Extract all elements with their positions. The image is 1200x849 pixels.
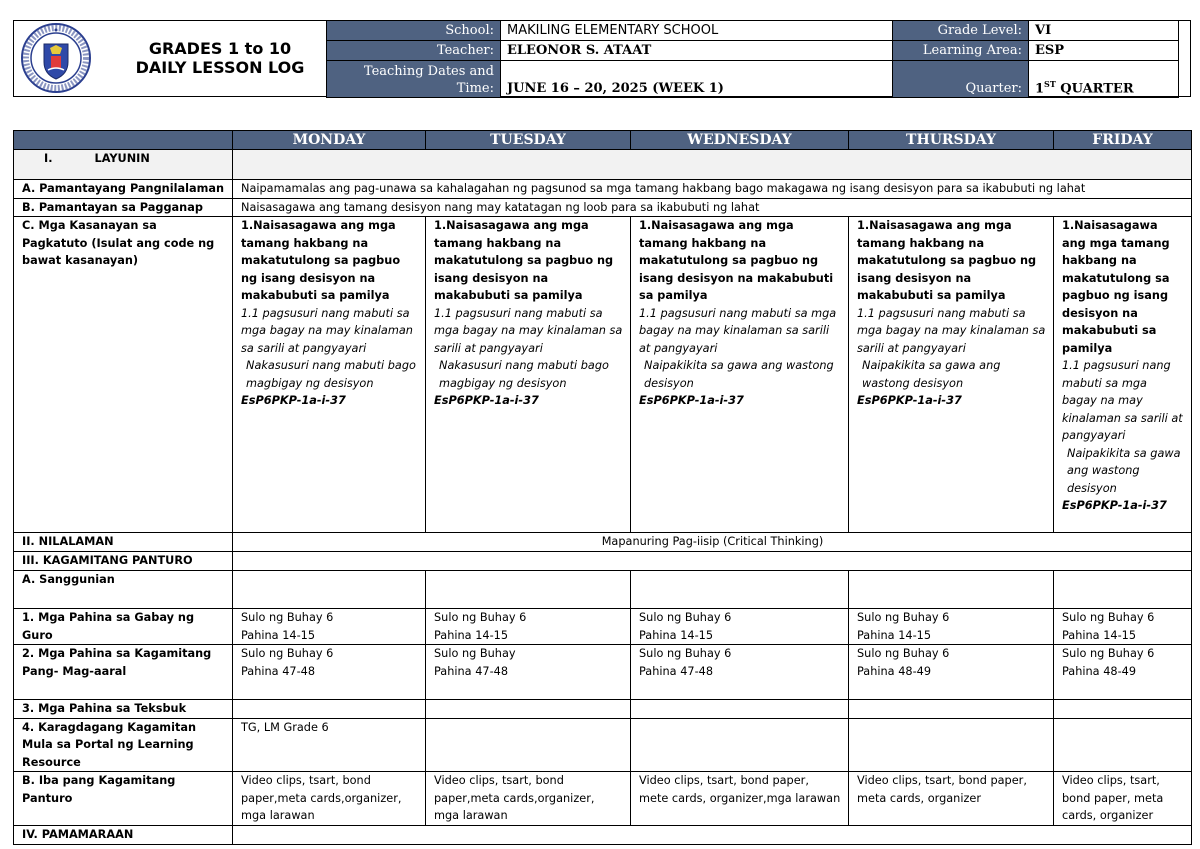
c-cell-friday	[1054, 217, 1192, 533]
teks-thursday	[849, 700, 1054, 719]
area-value: ESP	[1029, 41, 1179, 61]
karag-tuesday	[426, 718, 631, 772]
ii-label: II. NILALAMAN	[14, 533, 233, 552]
mag-tuesday-l1: Sulo ng Buhay	[434, 647, 516, 660]
guro-monday	[233, 609, 426, 645]
c-monday-code: EsP6PKP-1a-i-37	[241, 394, 346, 407]
c-cell-tuesday	[426, 217, 631, 533]
quarter-number: 1	[1035, 81, 1045, 96]
iba-label: B. Iba pang Kagamitang Panturo	[14, 772, 233, 826]
kagamitang-panturo-row	[14, 552, 1192, 571]
sanggunian-thursday	[849, 571, 1054, 609]
ii-content: Mapanuring Pag-iisip (Critical Thinking)	[233, 533, 1192, 552]
guro-tuesday-l1: Sulo ng Buhay 6	[434, 611, 527, 624]
guro-monday-l2: Pahina 14-15	[241, 628, 316, 642]
pamantayang-pangnilalaman-row	[14, 180, 1192, 199]
c-cell-monday	[233, 217, 426, 533]
teks-wednesday	[631, 700, 849, 719]
quarter-superscript: ST	[1044, 78, 1056, 89]
c-tuesday-code: EsP6PKP-1a-i-37	[434, 394, 539, 407]
guro-friday	[1054, 609, 1192, 645]
mag-friday-l2: Pahina 48-49	[1062, 664, 1137, 678]
karag-label: 4. Karagdagang Kagamitan Mula sa Portal ng Learning Resource	[14, 718, 233, 772]
karag-friday	[1054, 718, 1192, 772]
karag-thursday	[849, 718, 1054, 772]
guro-wednesday-l1: Sulo ng Buhay 6	[639, 611, 732, 624]
lesson-log-table	[13, 130, 1192, 845]
iv-label: IV. PAMAMARAAN	[14, 825, 233, 844]
b-label: B. Pamantayan sa Pagganap	[14, 198, 233, 217]
dates-value: JUNE 16 – 20, 2025 (WEEK 1)	[501, 61, 893, 98]
layunin-label	[14, 150, 233, 180]
c-friday-sub2: Naipakikita sa gawa ang wastong desisyon	[1067, 446, 1181, 495]
layunin-row	[14, 150, 1192, 180]
quarter-value	[1029, 61, 1179, 98]
mag-friday	[1054, 645, 1192, 700]
pamantayan-sa-pagganap-row	[14, 198, 1192, 217]
guro-friday-l1: Sulo ng Buhay 6	[1062, 611, 1155, 624]
layunin-content	[233, 150, 1192, 180]
c-thursday-sub2: Naipakikita sa gawa ang wastong desisyon	[862, 359, 1001, 390]
karag-wednesday	[631, 718, 849, 772]
iba-kagamitan-row	[14, 772, 1192, 826]
days-header-row	[14, 131, 1192, 150]
c-cell-wednesday	[631, 217, 849, 533]
sanggunian-monday	[233, 571, 426, 609]
a-content: Naipamamalas ang pag-unawa sa kahalagahan ng pagsunod sa mga tamang hakbang bago makagawa ng isang desisyon para sa ikabubuti ng lahat	[233, 180, 1192, 199]
karag-monday: TG, LM Grade 6	[233, 718, 426, 772]
mag-tuesday	[426, 645, 631, 700]
guro-thursday-l2: Pahina 14-15	[857, 628, 932, 642]
title-line-1: GRADES 1 to 10	[148, 39, 292, 58]
c-wednesday-head: 1.Naisasagawa ang mga tamang hakbang na makatutulong sa pagbuo ng isang desisyon na makabubuti sa pamilya	[639, 219, 834, 302]
mag-wednesday	[631, 645, 849, 700]
mag-friday-l1: Sulo ng Buhay 6	[1062, 647, 1155, 660]
teks-label: 3. Mga Pahina sa Teksbuk	[14, 700, 233, 719]
iii-content	[233, 552, 1192, 571]
day-header-monday: MONDAY	[233, 131, 426, 150]
guro-tuesday	[426, 609, 631, 645]
school-value: MAKILING ELEMENTARY SCHOOL	[501, 21, 893, 41]
c-friday-code: EsP6PKP-1a-i-37	[1062, 499, 1167, 512]
c-wednesday-sub: 1.1 pagsusuri nang mabuti sa mga bagay na may kinalaman sa sarili at pangyayari	[639, 306, 837, 355]
iba-tuesday: Video clips, tsart, bond paper,meta cards,organizer, mga larawan	[426, 772, 631, 826]
teks-monday	[233, 700, 426, 719]
karagdagang-kagamitan-row	[14, 718, 1192, 772]
mag-label: 2. Mga Pahina sa Kagamitang Pang- Mag-aaral	[14, 645, 233, 700]
c-thursday-sub: 1.1 pagsusuri nang mabuti sa mga bagay na may kinalaman sa sarili at pangyayari	[857, 306, 1046, 355]
mag-monday-l1: Sulo ng Buhay 6	[241, 647, 334, 660]
guro-thursday-l1: Sulo ng Buhay 6	[857, 611, 950, 624]
layunin-number: I.	[44, 152, 53, 165]
iba-thursday: Video clips, tsart, bond paper, meta cards, organizer	[849, 772, 1054, 826]
days-header-blank	[14, 131, 233, 150]
mag-monday-l2: Pahina 47-48	[241, 664, 316, 678]
guro-wednesday	[631, 609, 849, 645]
kagamitang-mag-aaral-row	[14, 645, 1192, 700]
mag-tuesday-l2: Pahina 47-48	[434, 664, 509, 678]
mag-thursday	[849, 645, 1054, 700]
c-monday-sub2: Nakasusuri nang mabuti bago magbigay ng desisyon	[246, 359, 416, 390]
mag-wednesday-l2: Pahina 47-48	[639, 664, 714, 678]
day-header-friday: FRIDAY	[1054, 131, 1192, 150]
header-info-table	[326, 20, 1179, 98]
gabay-guro-row	[14, 609, 1192, 645]
guro-label: 1. Mga Pahina sa Gabay ng Guro	[14, 609, 233, 645]
c-monday-sub: 1.1 pagsusuri nang mabuti sa mga bagay na may kinalaman sa sarili at pangyayari	[241, 306, 413, 355]
teks-tuesday	[426, 700, 631, 719]
sanggunian-label: A. Sanggunian	[14, 571, 233, 609]
guro-friday-l2: Pahina 14-15	[1062, 628, 1137, 642]
mag-wednesday-l1: Sulo ng Buhay 6	[639, 647, 732, 660]
c-wednesday-sub2: Naipakikita sa gawa ang wastong desisyon	[644, 359, 834, 390]
sanggunian-wednesday	[631, 571, 849, 609]
day-header-thursday: THURSDAY	[849, 131, 1054, 150]
sanggunian-friday	[1054, 571, 1192, 609]
c-tuesday-sub2: Nakasusuri nang mabuti bago magbigay ng desisyon	[439, 359, 609, 390]
dates-label	[327, 61, 501, 98]
b-content: Naisasagawa ang tamang desisyon nang may katatagan ng loob para sa ikabubuti ng lahat	[233, 198, 1192, 217]
day-header-tuesday: TUESDAY	[426, 131, 631, 150]
teacher-value: ELEONOR S. ATAAT	[501, 41, 893, 61]
teacher-label: Teacher:	[327, 41, 501, 61]
quarter-label: Quarter:	[893, 61, 1029, 98]
c-tuesday-sub: 1.1 pagsusuri nang mabuti sa mga bagay na may kinalaman sa sarili at pangyayari	[434, 306, 623, 355]
guro-thursday	[849, 609, 1054, 645]
kasanayan-row	[14, 217, 1192, 533]
sanggunian-tuesday	[426, 571, 631, 609]
guro-wednesday-l2: Pahina 14-15	[639, 628, 714, 642]
sanggunian-row	[14, 571, 1192, 609]
teks-friday	[1054, 700, 1192, 719]
grade-label: Grade Level:	[893, 21, 1029, 41]
iba-wednesday: Video clips, tsart, bond paper, mete cards, organizer,mga larawan	[631, 772, 849, 826]
a-label: A. Pamantayang Pangnilalaman	[14, 180, 233, 199]
nilalaman-row	[14, 533, 1192, 552]
c-wednesday-code: EsP6PKP-1a-i-37	[639, 394, 744, 407]
c-monday-head: 1.Naisasagawa ang mga tamang hakbang na makatutulong sa pagbuo ng isang desisyon na makabubuti sa pamilya	[241, 219, 401, 302]
c-friday-head: 1.Naisasagawa ang mga tamang hakbang na makatutulong sa pagbuo ng isang desisyon na makabubuti sa pamilya	[1062, 219, 1170, 355]
day-header-wednesday: WEDNESDAY	[631, 131, 849, 150]
teksbuk-row	[14, 700, 1192, 719]
guro-monday-l1: Sulo ng Buhay 6	[241, 611, 334, 624]
school-label: School:	[327, 21, 501, 41]
c-tuesday-head: 1.Naisasagawa ang mga tamang hakbang na makatutulong sa pagbuo ng isang desisyon na makabubuti sa pamilya	[434, 219, 614, 302]
c-thursday-head: 1.Naisasagawa ang mga tamang hakbang na makatutulong sa pagbuo ng isang desisyon na makabubuti sa pamilya	[857, 219, 1037, 302]
c-thursday-code: EsP6PKP-1a-i-37	[857, 394, 962, 407]
document-title	[112, 39, 328, 77]
c-cell-thursday	[849, 217, 1054, 533]
area-label: Learning Area:	[893, 41, 1029, 61]
mag-thursday-l1: Sulo ng Buhay 6	[857, 647, 950, 660]
guro-tuesday-l2: Pahina 14-15	[434, 628, 509, 642]
iba-monday: Video clips, tsart, bond paper,meta cards,organizer, mga larawan	[233, 772, 426, 826]
pamamaraan-row	[14, 825, 1192, 844]
layunin-text: LAYUNIN	[94, 152, 150, 165]
dates-label-line-1: Teaching Dates and	[363, 64, 494, 79]
c-friday-sub: 1.1 pagsusuri nang mabuti sa mga bagay na may kinalaman sa sarili at pangyayari	[1062, 359, 1183, 442]
iv-content	[233, 825, 1192, 844]
deped-seal-icon	[20, 22, 92, 94]
quarter-text: QUARTER	[1055, 81, 1134, 96]
mag-thursday-l2: Pahina 48-49	[857, 664, 932, 678]
iba-friday: Video clips, tsart, bond paper, meta cards, organizer	[1054, 772, 1192, 826]
dates-label-line-2: Time:	[456, 81, 494, 96]
grade-value: VI	[1029, 21, 1179, 41]
iii-label: III. KAGAMITANG PANTURO	[14, 552, 233, 571]
c-label: C. Mga Kasanayan sa Pagkatuto (Isulat ang code ng bawat kasanayan)	[14, 217, 233, 533]
mag-monday	[233, 645, 426, 700]
title-line-2: DAILY LESSON LOG	[135, 58, 305, 77]
